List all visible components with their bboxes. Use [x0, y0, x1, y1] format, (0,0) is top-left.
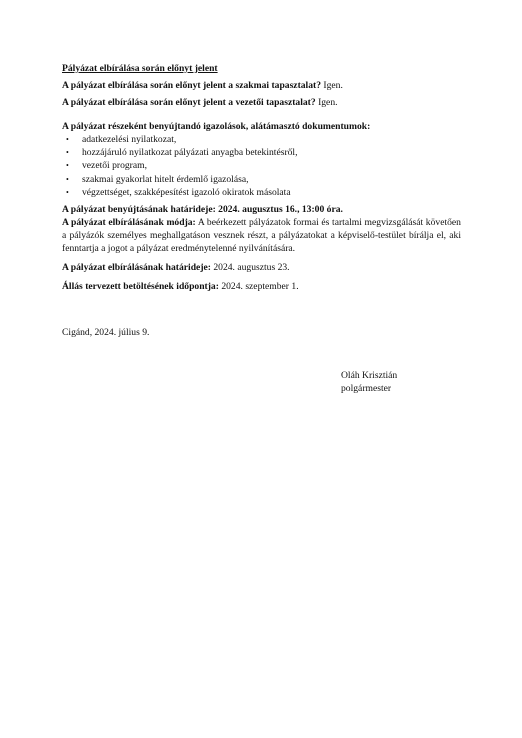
signatory-name: Oláh Krisztián: [341, 370, 398, 381]
section-heading: Pályázat elbírálása során előnyt jelent: [62, 63, 218, 74]
advantage-question: A pályázat elbírálása során előnyt jelent a vezetői tapasztalat?: [62, 97, 316, 108]
list-item: • szakmai gyakorlat hitelt érdemlő igazolása,: [66, 173, 249, 185]
list-item: • hozzájáruló nyilatkozat pályázati anyagba betekintésről,: [66, 147, 298, 159]
signature-block: [341, 369, 397, 395]
document-page: [62, 62, 461, 339]
advantage-leadership-experience: [62, 96, 461, 109]
evaluation-method: [62, 216, 461, 255]
bullet-icon: •: [66, 135, 69, 144]
submission-deadline: A pályázat benyújtásának határideje: 2024. augusztus 16., 13:00 óra.: [62, 204, 343, 216]
advantage-question: A pályázat elbírálása során előnyt jelent a szakmai tapasztalat?: [62, 80, 322, 91]
evaluation-deadline: [62, 261, 461, 274]
signatory-title: polgármester: [341, 383, 392, 394]
planned-filling-date-value: 2024. szeptember 1.: [218, 281, 299, 293]
bullet-icon: •: [66, 148, 69, 158]
evaluation-method-label: A pályázat elbírálásának módja:: [62, 217, 196, 229]
evaluation-deadline-value: 2024. augusztus 23.: [210, 262, 290, 274]
place-and-date: Cigánd, 2024. július 9.: [62, 327, 150, 339]
documents-title: A pályázat részeként benyújtandó igazolások, alátámasztó dokumentumok:: [62, 121, 371, 132]
list-item: • adatkezelési nyilatkozat,: [66, 134, 177, 145]
advantage-answer: Igen.: [315, 97, 338, 108]
advantage-professional-experience: [62, 79, 461, 92]
evaluation-deadline-label: A pályázat elbírálásának határideje:: [62, 262, 211, 274]
bullet-icon: •: [66, 161, 69, 171]
planned-filling-date: [62, 280, 461, 293]
advantage-answer: Igen.: [321, 80, 343, 91]
bullet-icon: •: [66, 174, 69, 184]
bullet-icon: •: [66, 187, 69, 197]
documents-list: [62, 133, 461, 199]
planned-filling-date-label: Állás tervezett betöltésének időpontja:: [62, 281, 219, 293]
list-item: • végzettséget, szakképesítést igazoló okiratok másolata: [66, 186, 291, 198]
evaluation-method-text: A beérkezett pályázatok formai és tartalmi megvizsgálását követően a pályázók személyes meghallgatáson vesznek részt, a pályázatokat a képviselő-testület bírálja el, aki fenntartja a jogot a pályázat eredménytelenné nyilvánítására.: [62, 217, 461, 255]
list-item: • vezetői program,: [66, 160, 147, 172]
